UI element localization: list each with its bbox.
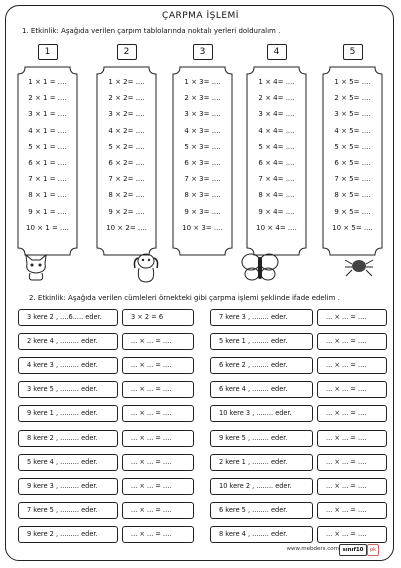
table-row[interactable]: 10 × 3= .... <box>182 223 223 232</box>
times-table-2 <box>96 44 157 256</box>
table-row[interactable]: 5 × 1 = .... <box>28 142 67 151</box>
table-row[interactable]: 7 × 1 = .... <box>28 175 67 184</box>
answer-box[interactable]: ... × ... = .... <box>317 357 387 374</box>
activity2-instruction: 2. Etkinlik: Aşağıda verilen cümleleri örnekteki gibi çarpma işlemi şeklinde ifade edelim . <box>29 294 340 302</box>
table-card <box>96 66 157 256</box>
sentence-box[interactable]: 10 kere 2 , ........ eder. <box>210 478 313 495</box>
table-row[interactable]: 3 × 1 = .... <box>28 110 67 119</box>
table-row[interactable]: 8 × 5= .... <box>334 191 371 200</box>
table-number: 5 <box>343 44 363 60</box>
table-row[interactable]: 6 × 2= .... <box>108 158 145 167</box>
table-row[interactable]: 5 × 3= .... <box>184 142 221 151</box>
answer-box[interactable]: ... × ... = .... <box>122 381 194 398</box>
sentence-box[interactable]: 8 kere 2 , ......... eder. <box>18 430 118 447</box>
table-row[interactable]: 3 × 2= .... <box>108 110 145 119</box>
table-row[interactable]: 9 × 1 = .... <box>28 207 67 216</box>
times-table-3 <box>172 44 233 256</box>
answer-box[interactable]: ... × ... = .... <box>122 526 194 543</box>
sentence-box[interactable]: 7 kere 3 , ........ eder. <box>210 309 313 326</box>
table-row[interactable]: 4 × 5= .... <box>334 126 371 135</box>
table-row[interactable]: 2 × 3= .... <box>184 94 221 103</box>
table-row[interactable]: 10 × 4= .... <box>256 223 297 232</box>
sentence-box[interactable]: 2 kere 1 , ........ eder. <box>210 454 313 471</box>
table-row[interactable]: 3 × 5= .... <box>334 110 371 119</box>
table-row[interactable]: 6 × 5= .... <box>334 158 371 167</box>
table-row[interactable]: 3 × 4= .... <box>258 110 295 119</box>
table-row[interactable]: 7 × 3= .... <box>184 175 221 184</box>
table-row[interactable]: 1 × 1 = .... <box>28 78 67 86</box>
table-row[interactable]: 8 × 1 = .... <box>28 191 67 200</box>
table-row[interactable]: 1 × 4= .... <box>258 78 295 86</box>
table-number: 1 <box>38 44 58 60</box>
answer-box[interactable]: ... × ... = .... <box>122 333 194 350</box>
table-row[interactable]: 2 × 2= .... <box>108 94 145 103</box>
sentence-box[interactable]: 5 kere 4 , ......... eder. <box>18 454 118 471</box>
answer-box[interactable]: ... × ... = .... <box>122 502 194 519</box>
table-card <box>246 66 307 256</box>
table-row[interactable]: 5 × 5= .... <box>334 142 371 151</box>
table-number: 4 <box>267 44 287 60</box>
table-row[interactable]: 7 × 5= .... <box>334 175 371 184</box>
table-row[interactable]: 7 × 2= .... <box>108 175 145 184</box>
table-row[interactable]: 4 × 2= .... <box>108 126 145 135</box>
table-row[interactable]: 4 × 3= .... <box>184 126 221 135</box>
butterfly-icon <box>240 252 280 282</box>
table-row[interactable]: 2 × 5= .... <box>334 94 371 103</box>
cat-icon <box>22 252 50 282</box>
table-row[interactable]: 6 × 4= .... <box>258 158 295 167</box>
table-row[interactable]: 1 × 3= .... <box>184 78 221 86</box>
table-row[interactable]: 5 × 4= .... <box>258 142 295 151</box>
sentence-box[interactable]: 6 kere 4 , ........ eder. <box>210 381 313 398</box>
sentence-box[interactable]: 9 kere 5 , ........ eder. <box>210 430 313 447</box>
table-row[interactable]: 7 × 4= .... <box>258 175 295 184</box>
answer-box[interactable]: ... × ... = .... <box>122 478 194 495</box>
answer-box[interactable]: ... × ... = .... <box>122 430 194 447</box>
table-card <box>172 66 233 256</box>
spider-icon <box>343 252 375 282</box>
sentence-box[interactable]: 9 kere 1 , ......... eder. <box>18 405 118 422</box>
answer-box[interactable]: 3 × 2 = 6 <box>122 309 194 326</box>
table-row[interactable]: 1 × 5= .... <box>334 78 371 86</box>
table-row[interactable]: 2 × 1 = .... <box>28 94 67 103</box>
table-row[interactable]: 9 × 4= .... <box>258 207 295 216</box>
table-row[interactable]: 9 × 3= .... <box>184 207 221 216</box>
dog-icon <box>130 250 162 284</box>
decorations <box>0 250 401 290</box>
footer-badge: sınıf10 <box>339 544 367 556</box>
table-row[interactable]: 8 × 3= .... <box>184 191 221 200</box>
table-row[interactable]: 9 × 5= .... <box>334 207 371 216</box>
table-number: 3 <box>193 44 213 60</box>
table-number: 2 <box>117 44 137 60</box>
table-row[interactable]: 4 × 4= .... <box>258 126 295 135</box>
sentence-box[interactable]: 3 kere 2 , ....6..... eder. <box>18 309 118 326</box>
sentence-box[interactable]: 6 kere 5 , ........ eder. <box>210 502 313 519</box>
table-row[interactable]: 2 × 4= .... <box>258 94 295 103</box>
sentence-box[interactable]: 7 kere 5 , ......... eder. <box>18 502 118 519</box>
activity1-instruction: 1. Etkinlik: Aşağıda verilen çarpım tablolarında noktalı yerleri dolduralım . <box>22 27 281 35</box>
sentence-box[interactable]: 9 kere 2 , ......... eder. <box>18 526 118 543</box>
answer-box[interactable]: ... × ... = .... <box>317 430 387 447</box>
answer-box[interactable]: ... × ... = .... <box>317 454 387 471</box>
table-row[interactable]: 10 × 5= .... <box>332 223 373 232</box>
table-row[interactable]: 8 × 2= .... <box>108 191 145 200</box>
table-row[interactable]: 9 × 2= .... <box>108 207 145 216</box>
sentence-box[interactable]: 2 kere 4 , ......... eder. <box>18 333 118 350</box>
sentence-box[interactable]: 8 kere 4 , ........ eder. <box>210 526 313 543</box>
answer-box[interactable]: ... × ... = .... <box>317 309 387 326</box>
times-table-4 <box>246 44 307 256</box>
sentence-box[interactable]: 3 kere 5 , ......... eder. <box>18 381 118 398</box>
sentence-box[interactable]: 5 kere 1 , ........ eder. <box>210 333 313 350</box>
sentence-box[interactable]: 9 kere 3 , ......... eder. <box>18 478 118 495</box>
page-title: ÇARPMA İŞLEMİ <box>162 11 239 21</box>
footer-site: www.mebders.com <box>286 546 339 552</box>
answer-box[interactable]: ... × ... = .... <box>122 405 194 422</box>
table-row[interactable]: 10 × 2= .... <box>106 223 147 232</box>
table-row[interactable]: 3 × 3= .... <box>184 110 221 119</box>
sentence-box[interactable]: 6 kere 2 , ........ eder. <box>210 357 313 374</box>
answer-box[interactable]: ... × ... = .... <box>317 405 387 422</box>
table-card <box>17 66 78 256</box>
sentence-box[interactable]: 10 kere 3 , ........ eder. <box>210 405 313 422</box>
table-row[interactable]: 6 × 3= .... <box>184 158 221 167</box>
sentence-box[interactable]: 4 kere 3 , ......... eder. <box>18 357 118 374</box>
table-row[interactable]: 10 × 1 = .... <box>26 223 69 232</box>
table-card <box>322 66 383 256</box>
answer-box[interactable]: ... × ... = .... <box>317 478 387 495</box>
footer-logo: pk <box>367 544 379 556</box>
answer-box[interactable]: ... × ... = .... <box>317 381 387 398</box>
times-table-1 <box>17 44 78 256</box>
table-row[interactable]: 6 × 1 = .... <box>28 158 67 167</box>
table-row[interactable]: 5 × 2= .... <box>108 142 145 151</box>
answer-box[interactable]: ... × ... = .... <box>122 357 194 374</box>
table-row[interactable]: 8 × 4= .... <box>258 191 295 200</box>
answer-box[interactable]: ... × ... = .... <box>317 526 387 543</box>
answer-box[interactable]: ... × ... = .... <box>317 333 387 350</box>
answer-box[interactable]: ... × ... = .... <box>317 502 387 519</box>
times-table-5 <box>322 44 383 256</box>
table-row[interactable]: 4 × 1 = .... <box>28 126 67 135</box>
answer-box[interactable]: ... × ... = .... <box>122 454 194 471</box>
table-row[interactable]: 1 × 2= .... <box>108 78 145 86</box>
